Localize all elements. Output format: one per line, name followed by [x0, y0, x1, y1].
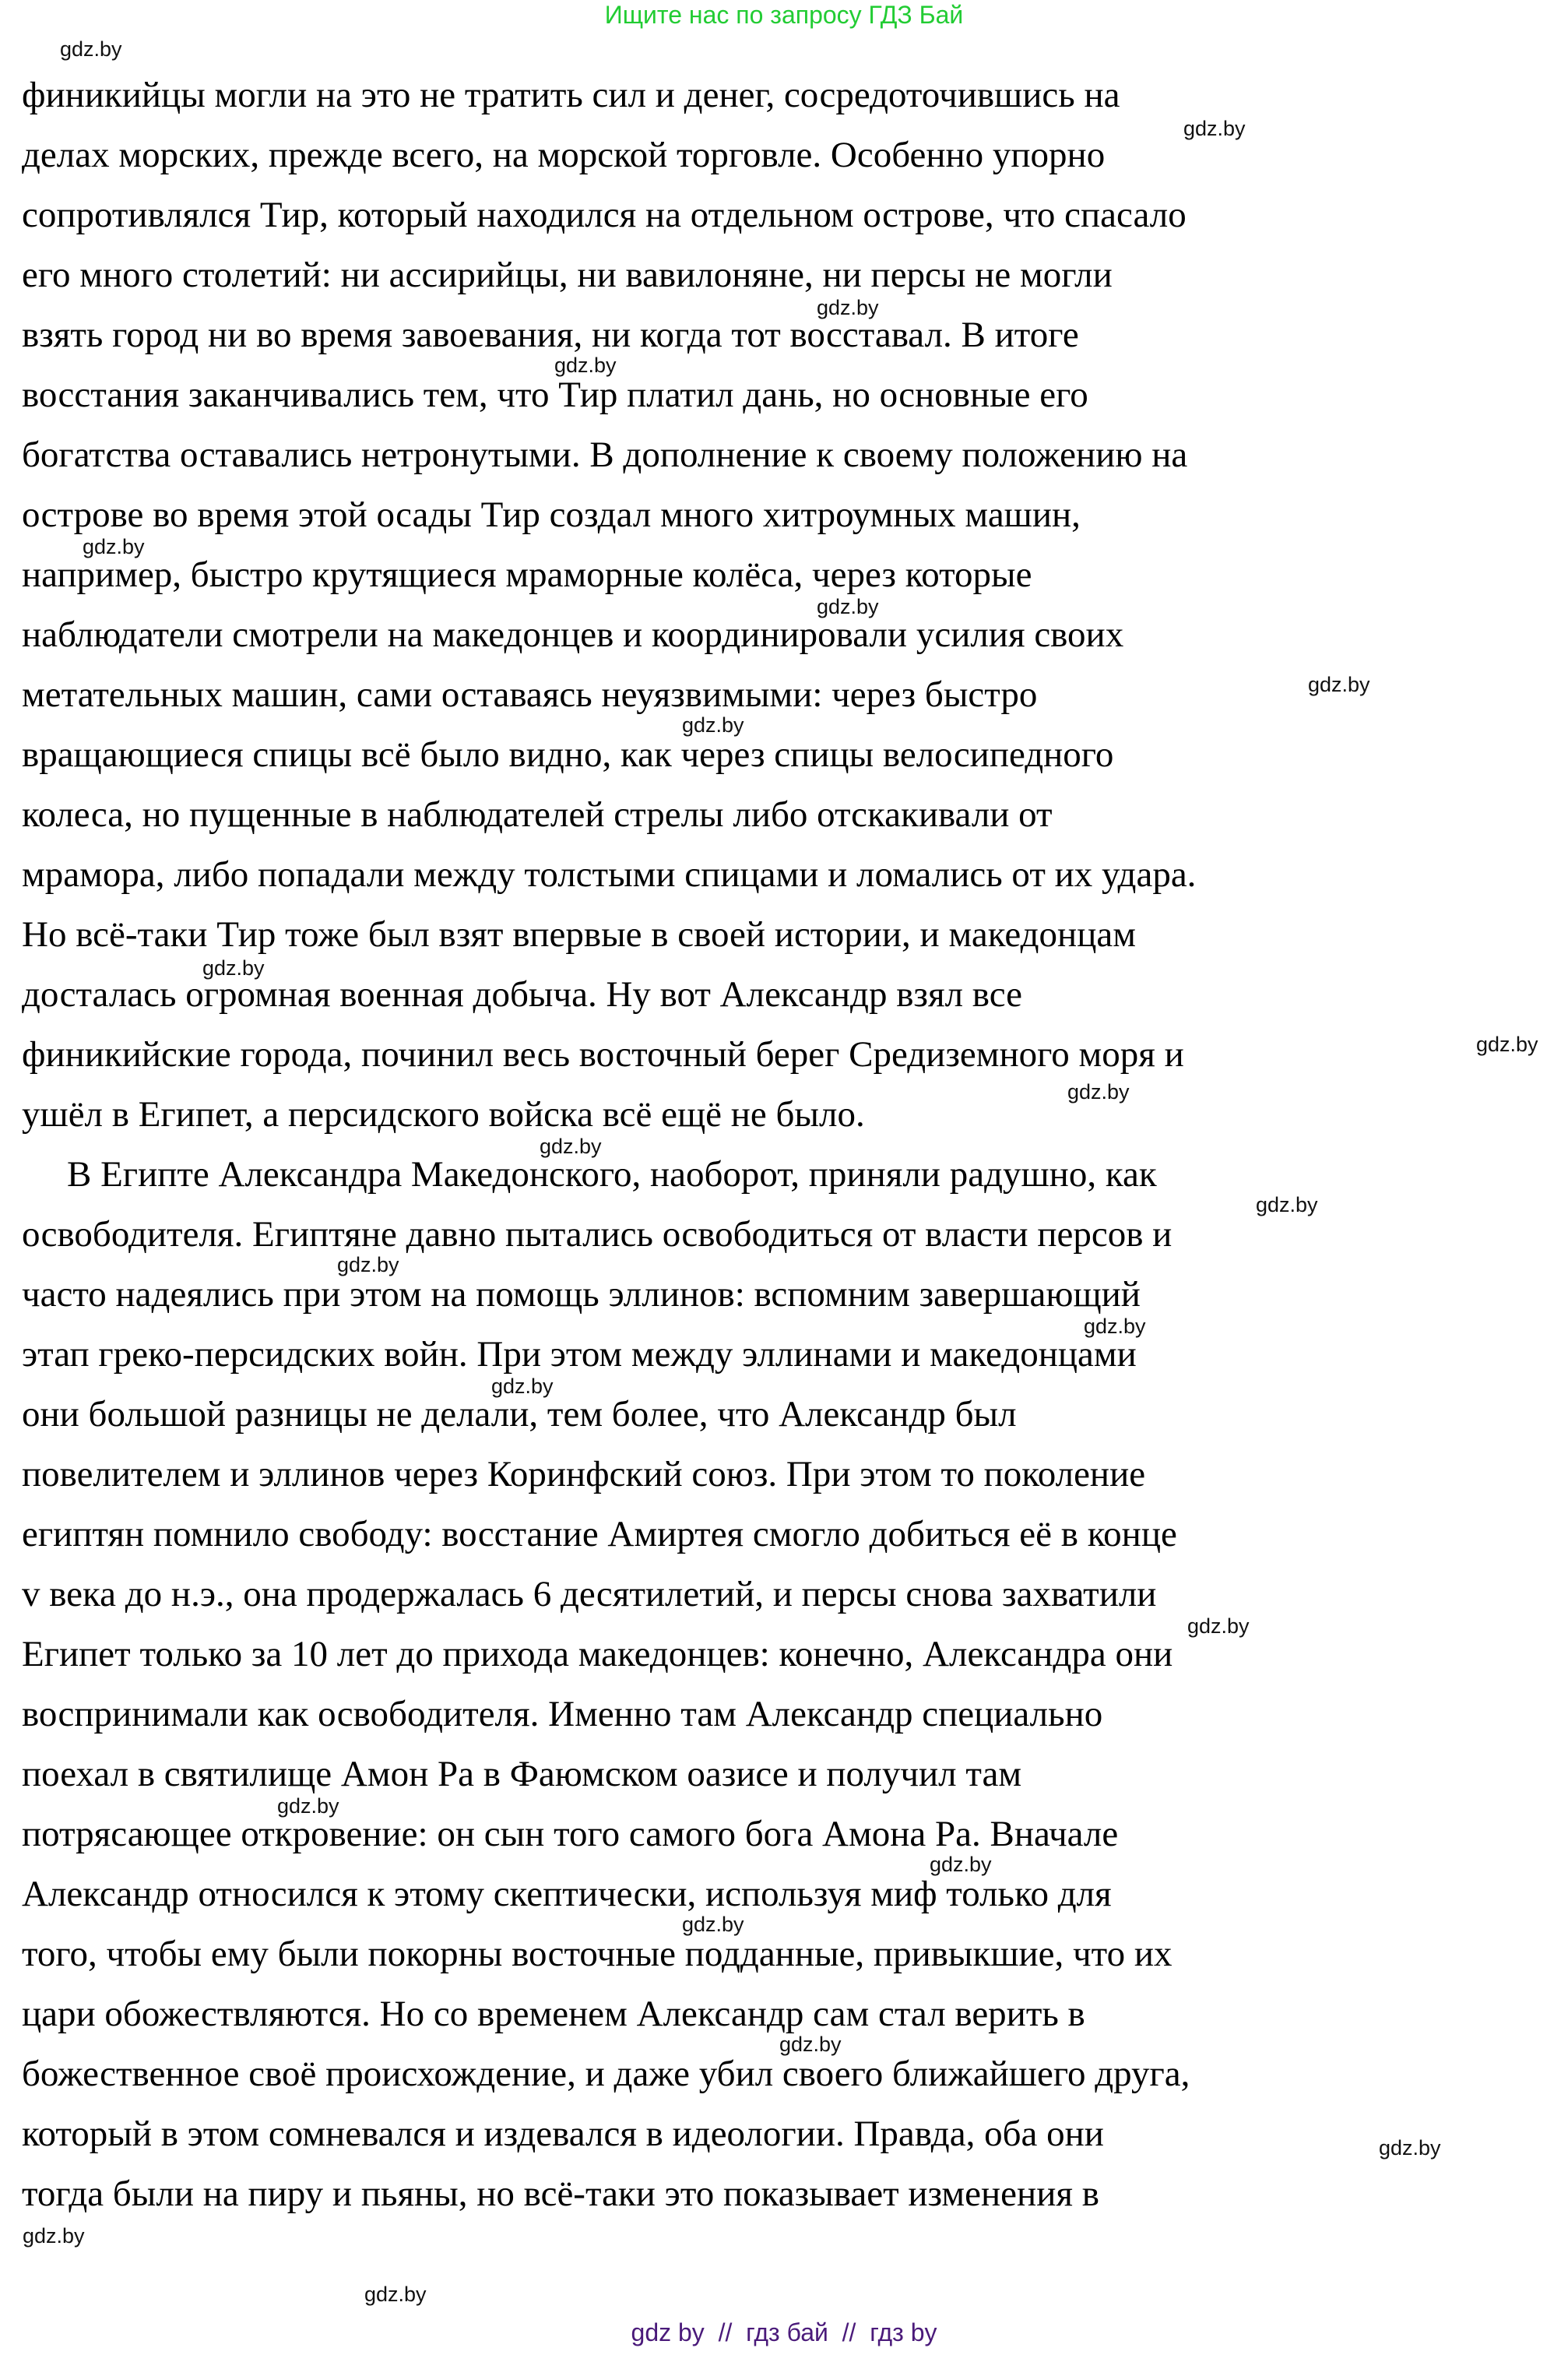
text-line: воспринимали как освободителя. Именно там Александр специально: [22, 1694, 1103, 1734]
text-line: этап греко-персидских войн. При этом между эллинами и македонцами: [22, 1334, 1137, 1375]
gdz-watermark: gdz.by: [540, 1135, 602, 1158]
text-line: сопротивлялся Тир, который находился на отдельном острове, что спасало: [22, 195, 1187, 235]
gdz-watermark: gdz.by: [779, 2033, 842, 2056]
text-line: того, чтобы ему были покорны восточные подданные, привыкшие, что их: [22, 1934, 1172, 1974]
gdz-watermark: gdz.by: [1084, 1315, 1146, 1338]
text-line: v века до н.э., она продержалась 6 десятилетий, и персы снова захватили: [22, 1574, 1157, 1614]
text-line: острове во время этой осады Тир создал много хитроумных машин,: [22, 495, 1081, 535]
gdz-watermark: gdz.by: [202, 956, 265, 980]
gdz-watermark: gdz.by: [554, 354, 617, 377]
footer-banner: gdz by // гдз бай // гдз by: [631, 2318, 937, 2346]
gdz-watermark: gdz.by: [1187, 1614, 1250, 1638]
gdz-watermark: gdz.by: [491, 1375, 554, 1398]
text-line: метательных машин, сами оставаясь неуязвимыми: через быстро: [22, 674, 1038, 715]
gdz-watermark: gdz.by: [1256, 1193, 1318, 1216]
gdz-watermark: gdz.by: [60, 37, 122, 61]
gdz-watermark: gdz.by: [337, 1253, 399, 1276]
text-line: который в этом сомневался и издевался в идеологии. Правда, оба они: [22, 2114, 1104, 2154]
text-line: восстания заканчивались тем, что Тир платил дань, но основные его: [22, 375, 1088, 415]
gdz-watermark: gdz.by: [277, 1794, 339, 1818]
text-line: часто надеялись при этом на помощь эллинов: вспомним завершающий: [22, 1274, 1141, 1315]
gdz-watermark: gdz.by: [682, 713, 744, 737]
text-line: поехал в святилище Амон Ра в Фаюмском оазисе и получил там: [22, 1754, 1022, 1794]
text-line: его много столетий: ни ассирийцы, ни вавилоняне, ни персы не могли: [22, 255, 1113, 295]
text-line: вращающиеся спицы всё было видно, как через спицы велосипедного: [22, 734, 1114, 775]
gdz-watermark: gdz.by: [1183, 117, 1246, 140]
gdz-watermark: gdz.by: [364, 2283, 427, 2306]
text-line: взять город ни во время завоевания, ни когда тот восставал. В итоге: [22, 315, 1079, 355]
gdz-watermark: gdz.by: [23, 2224, 85, 2248]
text-line: финикийцы могли на это не тратить сил и денег, сосредоточившись на: [22, 75, 1120, 115]
text-line: Александр относился к этому скептически, используя миф только для: [22, 1874, 1112, 1914]
gdz-watermark: gdz.by: [1379, 2136, 1441, 2160]
gdz-watermark: gdz.by: [930, 1853, 992, 1876]
text-line: наблюдатели смотрели на македонцев и координировали усилия своих: [22, 614, 1124, 655]
text-line: финикийские города, починил весь восточный берег Средиземного моря и: [22, 1034, 1184, 1075]
gdz-watermark: gdz.by: [817, 296, 879, 319]
text-line: мрамора, либо попадали между толстыми спицами и ломались от их удара.: [22, 854, 1197, 895]
text-line: египтян помнило свободу: восстание Амиртея смогло добиться её в конце: [22, 1514, 1177, 1554]
text-line: цари обожествляются. Но со временем Александр сам стал верить в: [22, 1994, 1085, 2034]
text-line: повелителем и эллинов через Коринфский союз. При этом то поколение: [22, 1454, 1146, 1494]
gdz-watermark: gdz.by: [682, 1913, 744, 1936]
text-line: Египет только за 10 лет до прихода македонцев: конечно, Александра они: [22, 1634, 1173, 1674]
gdz-watermark: gdz.by: [83, 535, 145, 558]
text-line: ушёл в Египет, а персидского войска всё ещё не было.: [22, 1094, 865, 1135]
text-line: тогда были на пиру и пьяны, но всё-таки это показывает изменения в: [22, 2174, 1099, 2214]
gdz-watermark: gdz.by: [1067, 1080, 1130, 1104]
text-line: В Египте Александра Македонского, наоборот, приняли радушно, как: [67, 1154, 1157, 1195]
text-line: колеса, но пущенные в наблюдателей стрелы либо отскакивали от: [22, 794, 1053, 835]
text-line: богатства оставались нетронутыми. В дополнение к своему положению на: [22, 435, 1188, 475]
top-search-banner: Ищите нас по запросу ГДЗ Бай: [604, 1, 964, 29]
text-line: делах морских, прежде всего, на морской торговле. Особенно упорно: [22, 135, 1106, 175]
text-line: досталась огромная военная добыча. Ну вот Александр взял все: [22, 974, 1022, 1015]
text-line: например, быстро крутящиеся мраморные колёса, через которые: [22, 554, 1032, 595]
text-line: Но всё-таки Тир тоже был взят впервые в своей истории, и македонцам: [22, 914, 1136, 955]
text-line: они большой разницы не делали, тем более, что Александр был: [22, 1394, 1017, 1434]
gdz-watermark: gdz.by: [817, 595, 879, 618]
text-line: потрясающее откровение: он сын того самого бога Амона Ра. Вначале: [22, 1814, 1119, 1854]
text-line: освободителя. Египтяне давно пытались освободиться от власти персов и: [22, 1214, 1172, 1255]
gdz-watermark: gdz.by: [1476, 1033, 1538, 1056]
gdz-watermark: gdz.by: [1308, 673, 1370, 696]
text-line: божественное своё происхождение, и даже убил своего ближайшего друга,: [22, 2054, 1190, 2094]
